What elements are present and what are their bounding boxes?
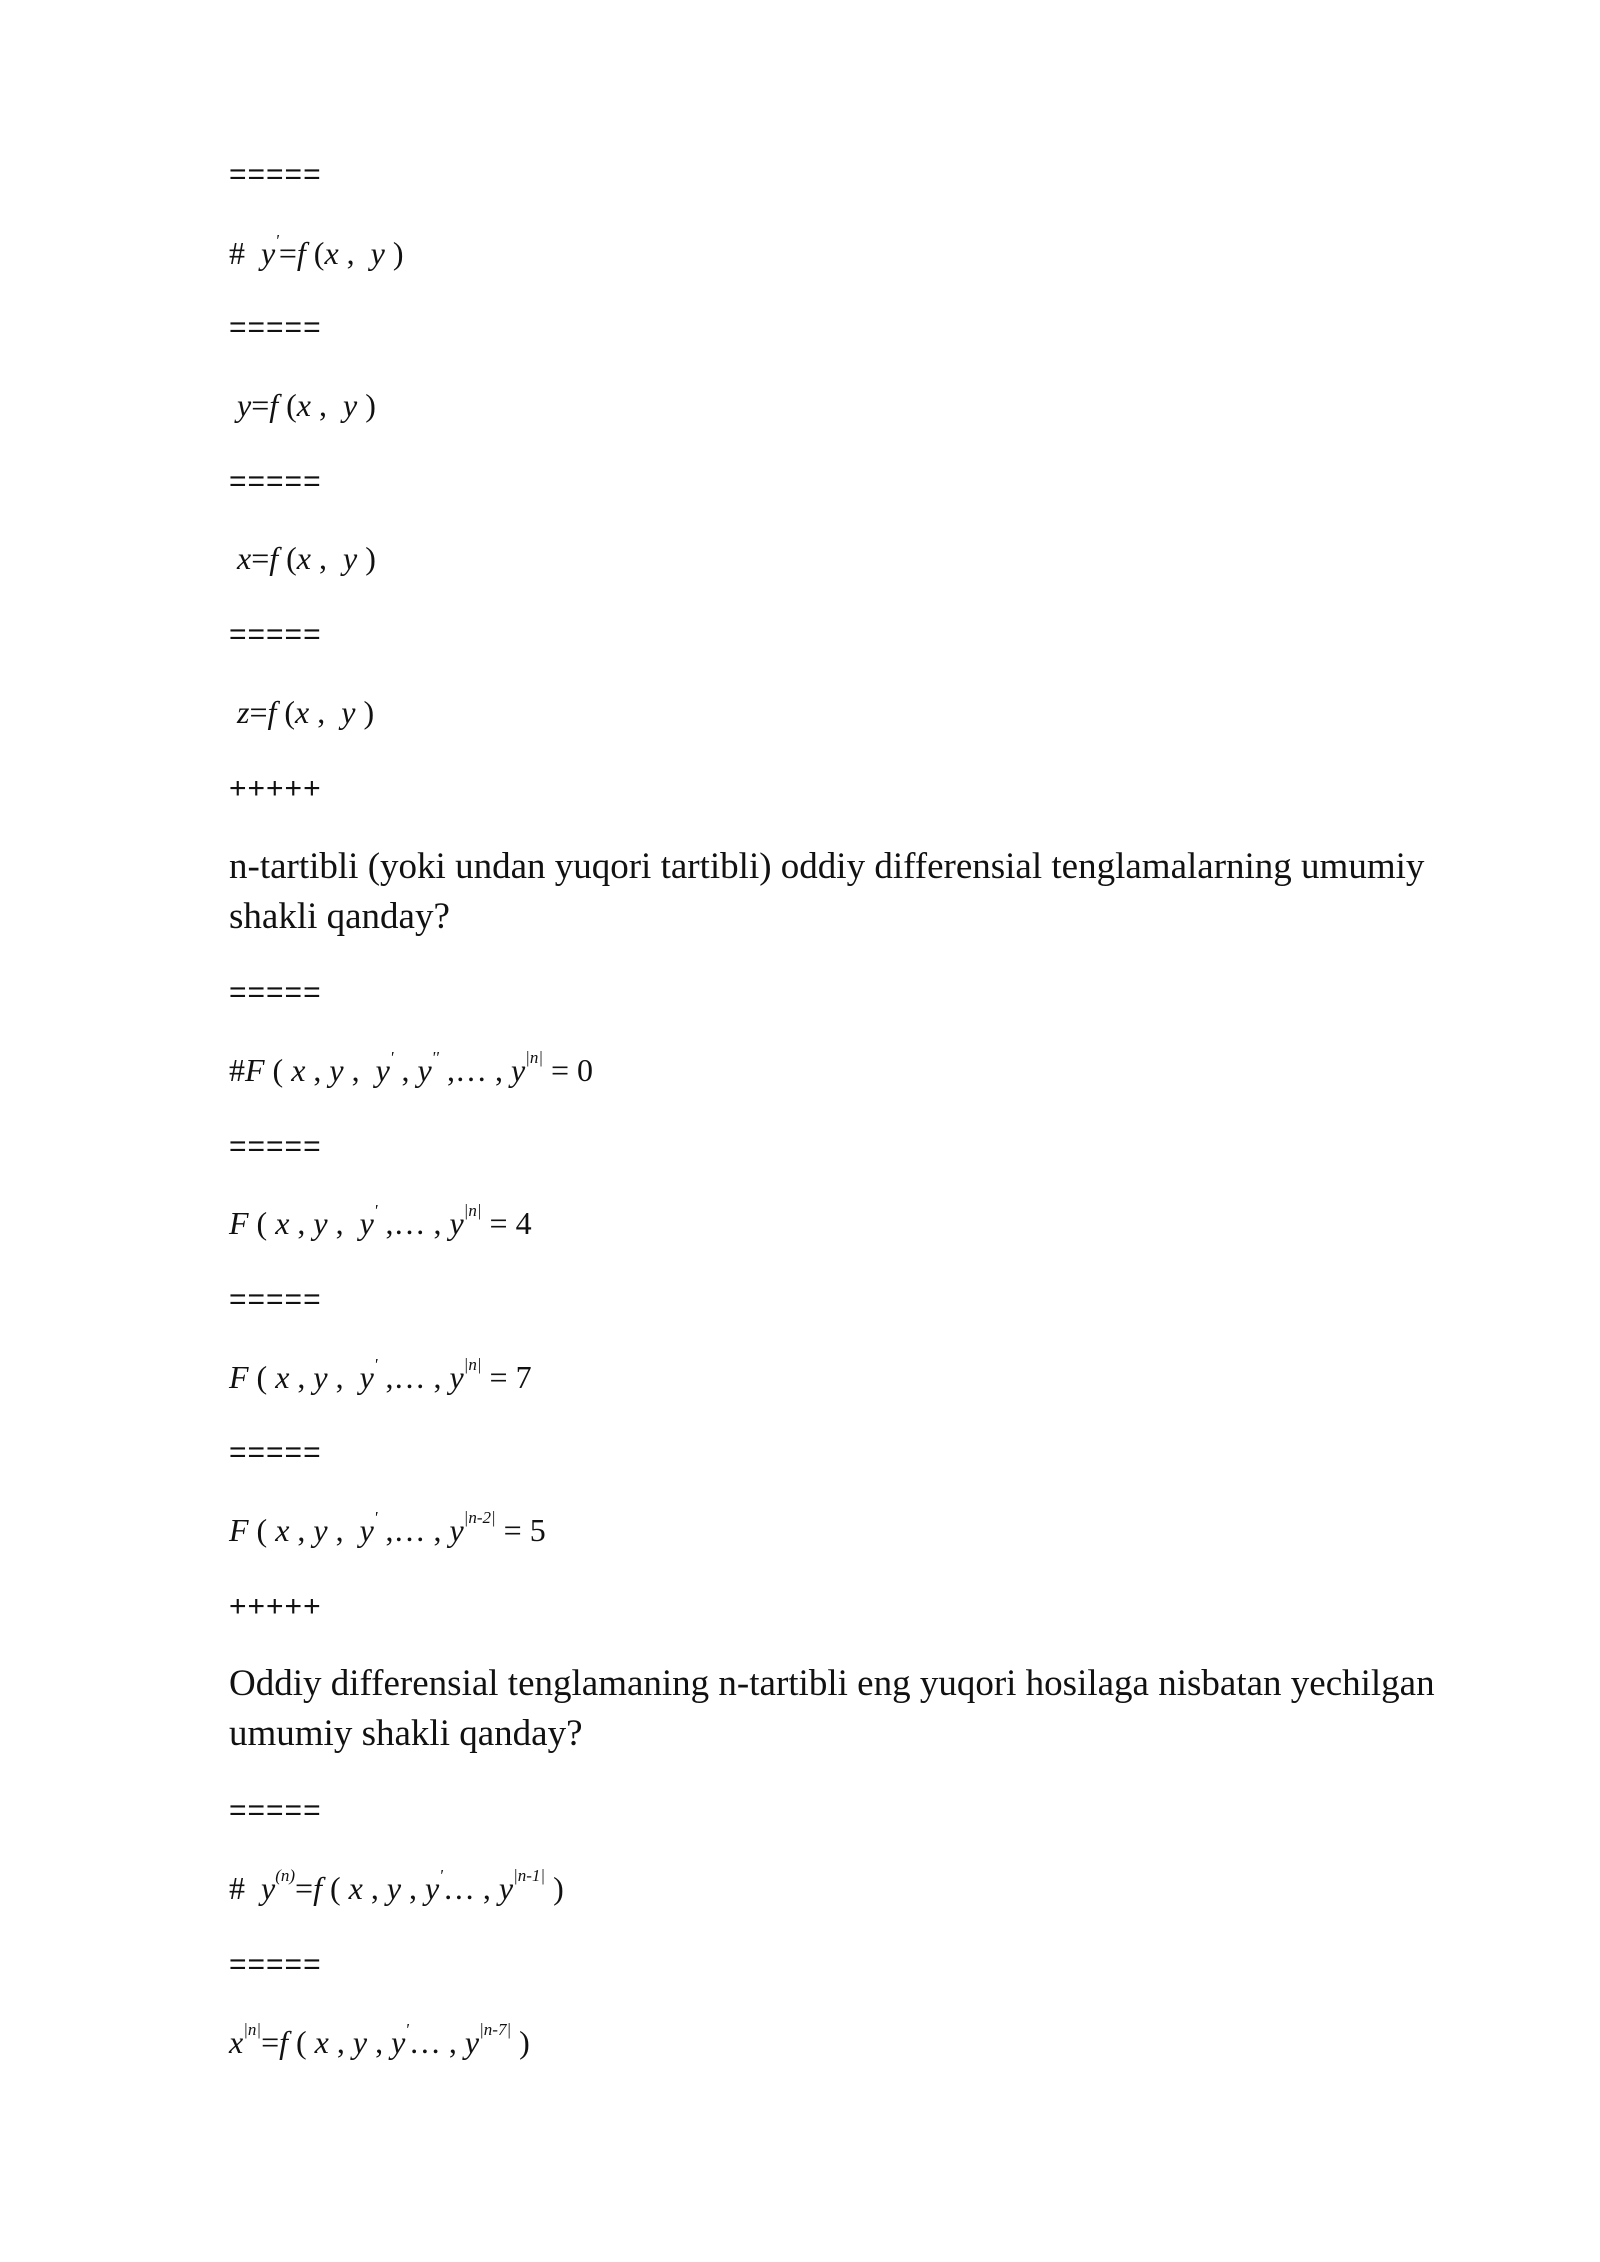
answer-marker: +++++	[229, 772, 322, 805]
question-3: Oddiy differensial tenglamaning n-tartibli eng yuqori hosilaga nisbatan yechilgan umumiy shakli qanday?	[229, 1663, 1435, 1754]
separator: =====	[229, 1130, 322, 1163]
separator: =====	[229, 1948, 322, 1981]
formula-option-1c: z=f (x , y )	[237, 694, 375, 730]
separator: =====	[229, 976, 322, 1009]
formula-correct-1: # y'=f (x , y )	[229, 231, 404, 271]
formula-option-1b: x=f (x , y )	[237, 540, 376, 576]
separator: =====	[229, 311, 322, 344]
separator: =====	[229, 1794, 322, 1827]
separator: =====	[229, 1283, 322, 1316]
question-2: n-tartibli (yoki undan yuqori tartibli) oddiy differensial tenglamalarning umumiy shakli qanday?	[229, 846, 1425, 937]
separator: =====	[229, 465, 322, 498]
formula-option-2c: F ( x , y , y' ,… , $y^{|n-2|} = 5$	[229, 1508, 546, 1548]
formula-correct-2: #F ( x , y , y' , y'' ,… , $y^{|n|} = 0$	[229, 1048, 594, 1088]
formula-option-2a: F ( x , y , y' ,… , $y^{|n|} = 4$	[229, 1201, 532, 1241]
formula-option-1a: y=f (x , y )	[237, 387, 376, 423]
separator: =====	[229, 618, 322, 651]
formula-correct-3: # $y^{(n)}=f$ ( x , y , y'… , $y^{|n-1|}$ )	[229, 1866, 564, 1906]
separator: =====	[229, 158, 322, 191]
answer-marker: +++++	[229, 1590, 322, 1623]
formula-option-3a: $x^{|n|}=f$ ( x , y , y'… , $y^{|n-7|}$ )	[229, 2020, 530, 2060]
separator: =====	[229, 1436, 322, 1469]
formula-option-2b: F ( x , y , y' ,… , $y^{|n|} = 7$	[229, 1355, 532, 1395]
